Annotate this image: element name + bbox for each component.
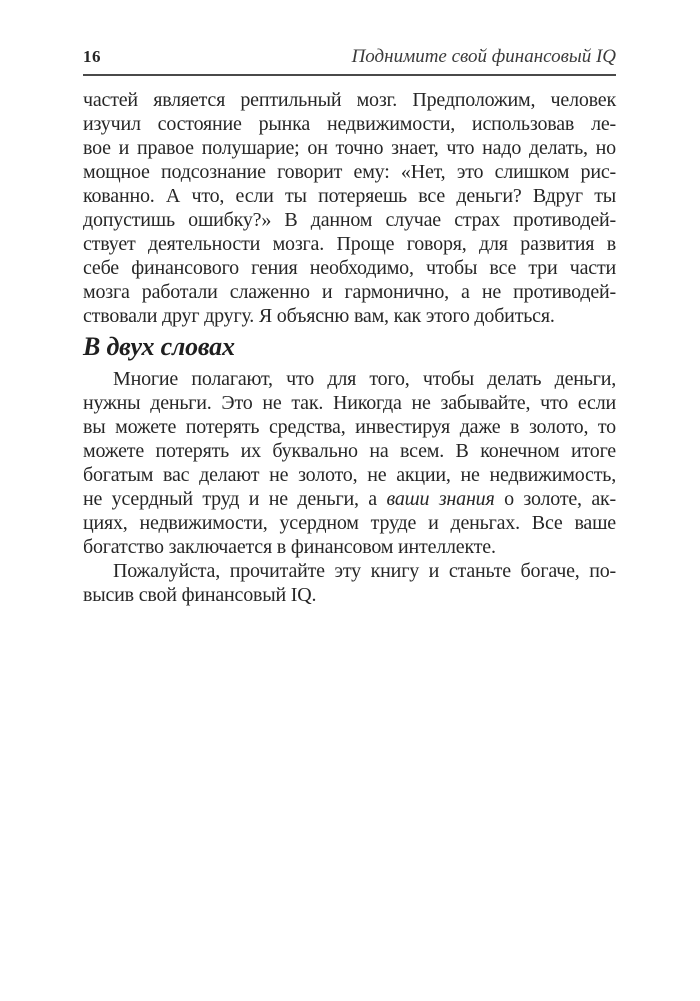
paragraph-summary bbox=[83, 367, 616, 559]
text-segment: не усердный труд и не деньги, а bbox=[83, 488, 387, 510]
text-line: Пожалуйста, прочитайте эту книгу и станьте богаче, по- bbox=[113, 560, 616, 582]
text-line: допустишь ошибку?» В данном случае страх противодей- bbox=[83, 209, 616, 231]
text-line: нужны деньги. Это не так. Никогда не забывайте, что если bbox=[83, 392, 616, 414]
text-line: богатым вас делают не золото, не акции, не недвижимость, bbox=[83, 464, 616, 486]
text-line: вы можете потерять средства, инвестируя даже в золото, то bbox=[83, 416, 616, 438]
page-number: 16 bbox=[83, 47, 101, 66]
text-segment: о золоте, ак- bbox=[494, 488, 616, 510]
text-line: Многие полагают, что для того, чтобы делать деньги, bbox=[113, 368, 616, 390]
text-line: частей является рептильный мозг. Предположим, человек bbox=[83, 89, 616, 111]
text-line: себе финансового гения необходимо, чтобы все три части bbox=[83, 257, 616, 279]
text-line: изучил состояние рынка недвижимости, использовав ле- bbox=[83, 113, 616, 135]
text-line: можете потерять их буквально на всем. В конечном итоге bbox=[83, 440, 616, 462]
text-line: ствует деятельности мозга. Проще говоря, для развития в bbox=[83, 233, 616, 255]
paragraph-closing bbox=[83, 559, 616, 607]
paragraph-brain bbox=[83, 88, 616, 328]
text-line: высив свой финансовый IQ. bbox=[83, 584, 317, 606]
text-line bbox=[83, 487, 616, 511]
text-body bbox=[83, 88, 616, 607]
section-heading: В двух словах bbox=[83, 332, 235, 361]
running-title: Поднимите свой финансовый IQ bbox=[351, 46, 616, 67]
emphasis-text: ваши знания bbox=[386, 488, 495, 510]
text-line: мозга работали слаженно и гармонично, а не противодей- bbox=[83, 281, 616, 303]
running-header bbox=[83, 46, 616, 76]
text-line: богатство заключается в финансовом интеллекте. bbox=[83, 536, 496, 558]
text-line: циях, недвижимости, усердном труде и деньгах. Все ваше bbox=[83, 512, 616, 534]
text-line: ствовали друг другу. Я объясню вам, как этого добиться. bbox=[83, 305, 555, 327]
text-line: мощное подсознание говорит ему: «Нет, это слишком рис- bbox=[83, 161, 616, 183]
text-line: кованно. А что, если ты потеряешь все деньги? Вдруг ты bbox=[83, 185, 616, 207]
text-line: вое и правое полушарие; он точно знает, что надо делать, но bbox=[83, 137, 616, 159]
page-content bbox=[83, 46, 616, 607]
